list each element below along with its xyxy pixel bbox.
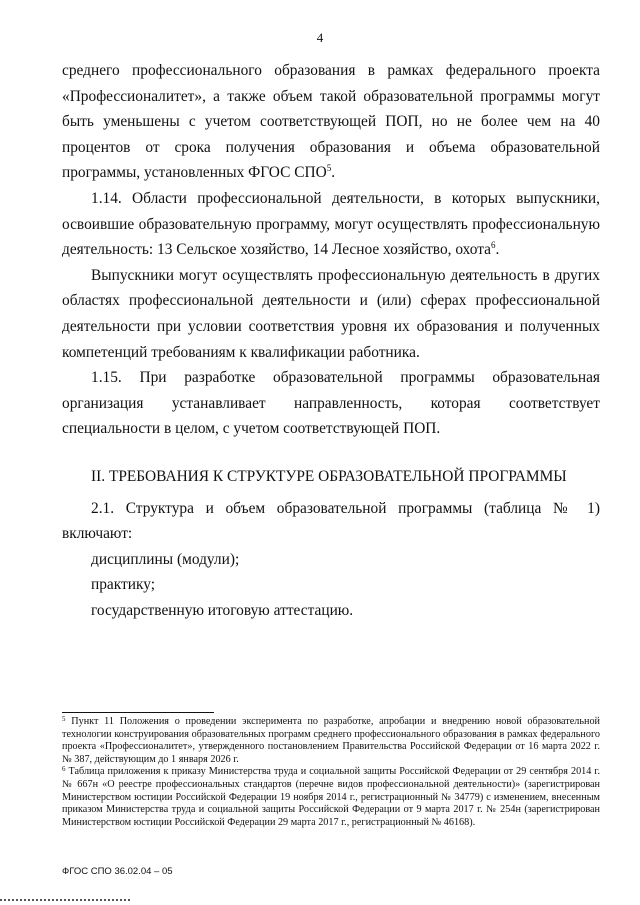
section-heading: II. ТРЕБОВАНИЯ К СТРУКТУРЕ ОБРАЗОВАТЕЛЬНОЙ ПРОГРАММЫ xyxy=(91,467,567,485)
footnote-6: $^6$ Таблица приложения к приказу Министерства труда и социальной защиты Российской Федерации от 29 сентября 2014 г. № 667н «О реестре профессиональных стандартов (перечне видов профессиональной деятельности)» (зарегистрирован Министерством юстиции Российской Федерации 19 ноября 2014 г., регистрационный № 34779) с изменением, внесенным приказом Министерства труда и социальной защиты Российской Федерации от 9 марта 2017 г. № 254н (зарегистрирован Министерством юстиции Российской Федерации 29 марта 2017 г., регистрационный № 46168). xyxy=(62,765,600,828)
footnote-5: $^5$ Пункт 11 Положения о проведении эксперимента по разработке, апробации и внедрению новой образовательной технологии конструирования образовательных программ среднего профессионального образования в рамках федерального проекта «Профессионалитет», утвержденного постановлением Правительства Российской Федерации от 16 марта 2022 г. № 387, действующим до 1 января 2026 г. xyxy=(62,715,600,765)
footnote-ref-6[interactable]: 6 xyxy=(491,240,496,251)
list-item: государственную итоговую аттестацию. xyxy=(91,601,354,619)
paragraph-2-1: 2.1. Структура и объем образовательной программы (таблица № 1) включают: xyxy=(62,499,600,543)
footnote-ref-5[interactable]: 5 xyxy=(326,163,332,174)
footnotes xyxy=(62,716,600,829)
page-number: 4 xyxy=(316,30,324,45)
paragraph-1-15: 1.15. При разработке образовательной программы образовательная организация устанавливает направленность, которая соответствует специальности в целом, с учетом соответствующей ПОП. xyxy=(62,369,600,438)
list-item: практику; xyxy=(91,576,156,594)
document-body xyxy=(62,58,600,623)
paragraph-graduates: Выпускники могут осуществлять профессиональную деятельность в других областях профессиональной деятельности и (или) сферах профессиональной деятельности при условии соответствия уровня их образования и полученных компетенций требованиям к квалификации работника. xyxy=(62,266,600,361)
footnote-divider xyxy=(62,712,214,713)
document-code: ФГОС СПО 36.02.04 – 05 xyxy=(62,866,173,877)
paragraph-1-14: 1.14. Области профессиональной деятельности, в которых выпускники, освоившие образовательную программу, могут осуществлять профессиональную деятельность: 13 Сельское хозяйство, 14 Лесное хозяйство, охота$^6$. xyxy=(62,189,600,259)
list-item: дисциплины (модули); xyxy=(91,550,240,568)
paragraph-continuation: среднего профессионального образования в рамках федерального проекта «Профессионалитет», а также объем такой образовательной программы могут быть уменьшены с учетом соответствующей ПОП, но не более чем на 40 процентов от срока получения образования и объема образовательной программы, установленных ФГОС СПО$^5$. xyxy=(62,62,600,182)
scan-edge-mark xyxy=(0,899,130,904)
